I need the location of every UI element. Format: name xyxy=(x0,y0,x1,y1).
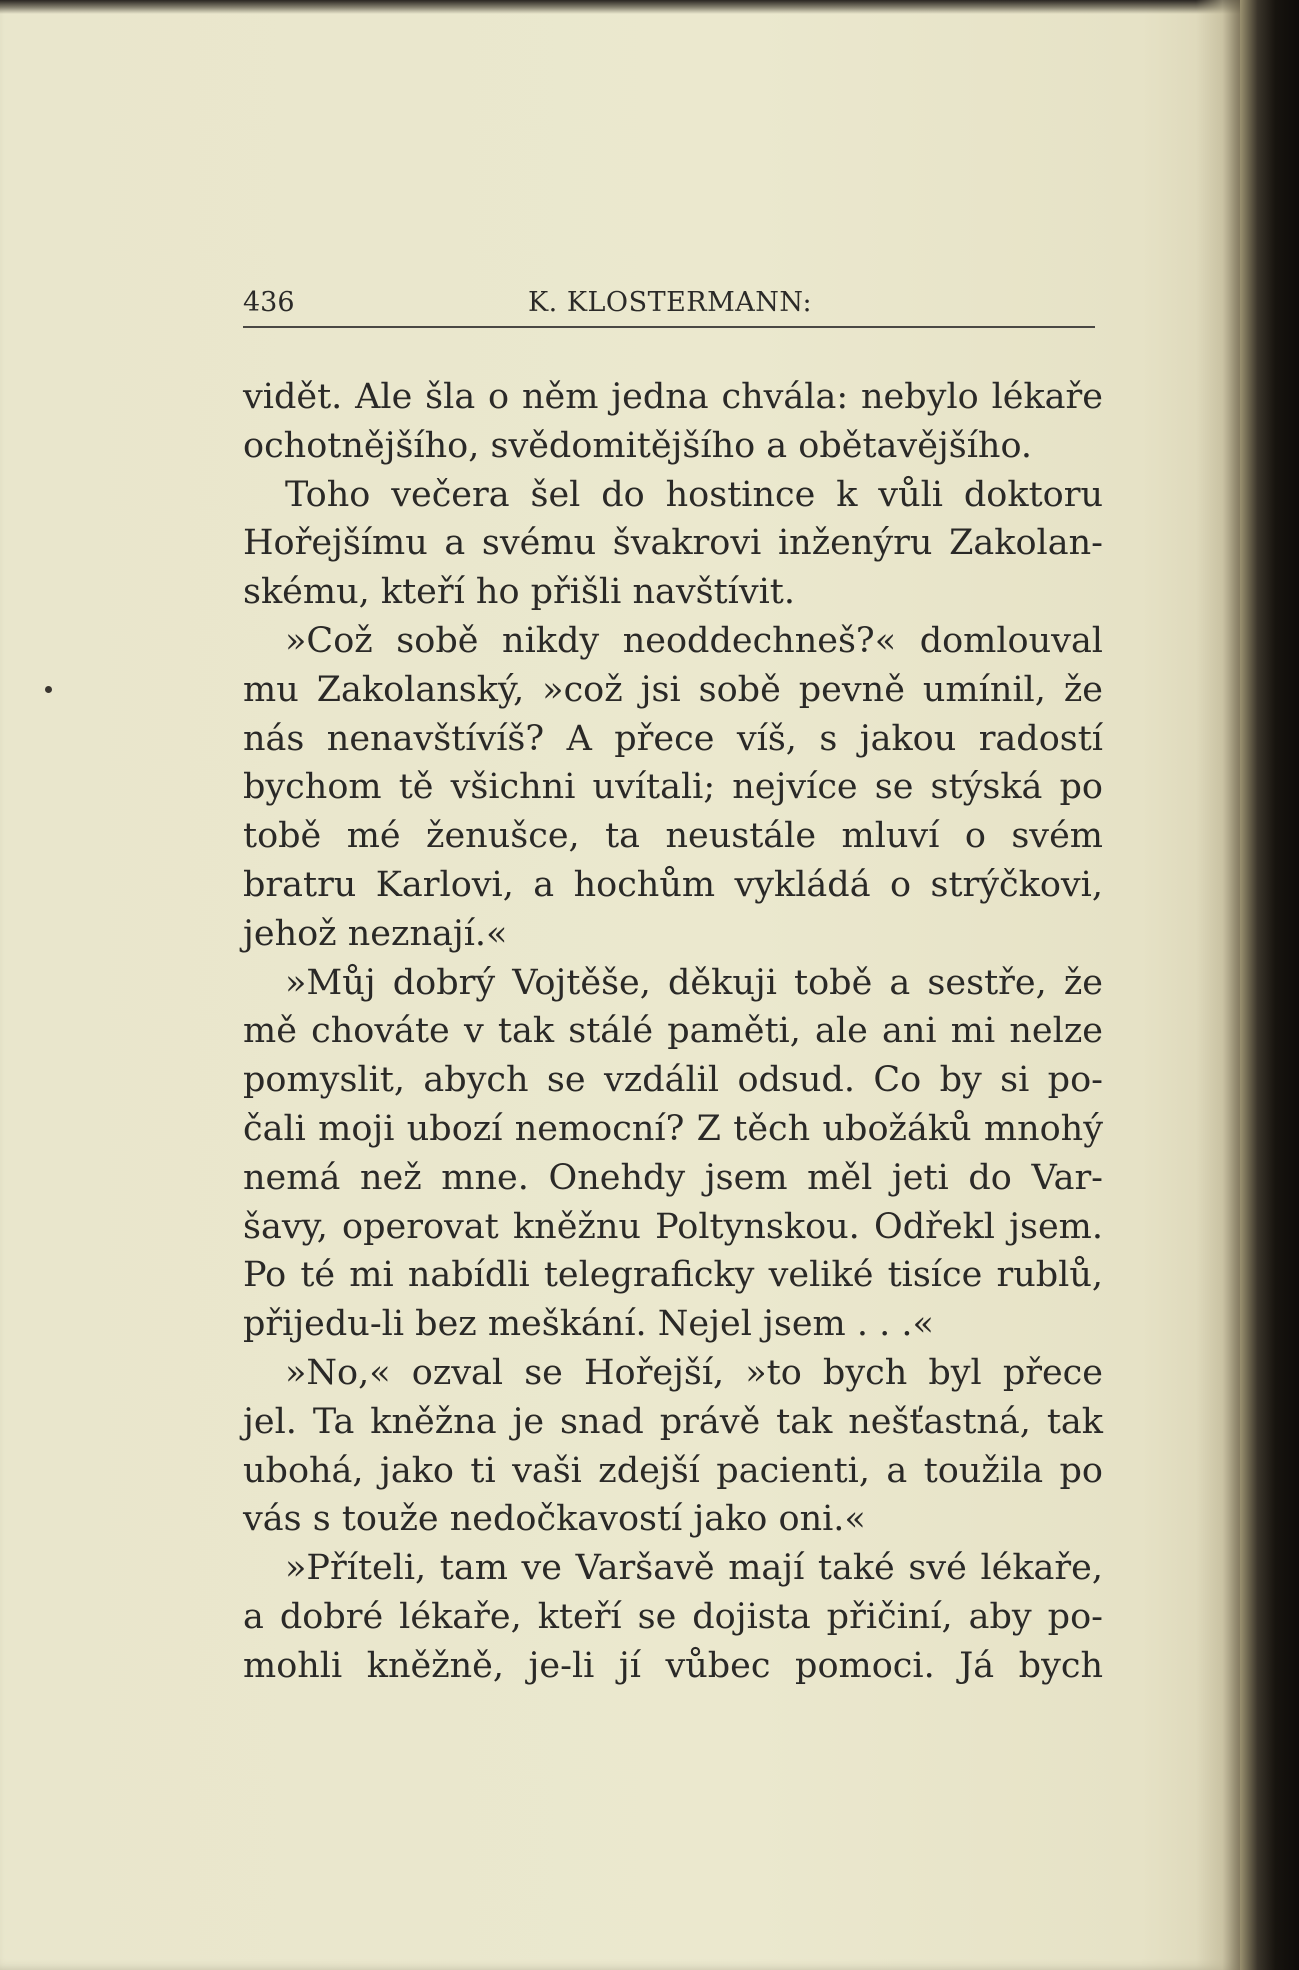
text-line: ochotnějšího, svědomitějšího a obětavějšího. xyxy=(243,425,1033,466)
book-spine xyxy=(1240,0,1299,1970)
text-line: ubohá, jako ti vaši zdejší pacienti, a toužila po xyxy=(243,1450,1103,1491)
text-line: skému, kteří ho přišli navštívit. xyxy=(243,572,796,613)
text-line: vidět. Ale šla o něm jedna chvála: nebylo lékaře xyxy=(243,377,1103,417)
text-line: bratru Karlovi, a hochům vykládá o strýčkovi, xyxy=(243,864,1103,905)
running-head: K. KLOSTERMANN: xyxy=(528,287,813,318)
body-text xyxy=(243,373,1103,1691)
margin-speck xyxy=(45,686,52,693)
page-top-edge xyxy=(0,0,1240,14)
page-header xyxy=(243,283,1095,323)
text-line: nemá než mne. Onehdy jsem měl jeti do Var- xyxy=(243,1157,1103,1198)
text-line: čali moji ubozí nemocní? Z těch ubožáků mnohý xyxy=(243,1108,1103,1149)
page-gutter-shadow xyxy=(1196,0,1240,1970)
text-line: Toho večera šel do hostince k vůli doktoru xyxy=(285,474,1103,515)
text-line: vás s touže nedočkavostí jako oni.« xyxy=(243,1499,866,1540)
text-line: »Což sobě nikdy neoddechneš?« domlouval xyxy=(285,620,1103,661)
text-line: Hořejšímu a svému švakrovi inženýru Zakolan- xyxy=(243,523,1103,564)
text-line: mohli kněžně, je-li jí vůbec pomoci. Já bych xyxy=(243,1645,1103,1686)
header-rule xyxy=(243,326,1095,328)
text-line: jehož neznají.« xyxy=(243,913,508,954)
text-line: a dobré lékaře, kteří se dojista přičiní, aby po- xyxy=(243,1596,1103,1637)
text-line: jel. Ta kněžna je snad právě tak nešťastná, tak xyxy=(243,1401,1103,1442)
text-line: šavy, operovat kněžnu Poltynskou. Odřekl jsem. xyxy=(243,1206,1103,1247)
text-line: »No,« ozval se Hořejší, »to bych byl přece xyxy=(285,1352,1103,1393)
text-line: »Příteli, tam ve Varšavě mají také své lékaře, xyxy=(285,1548,1103,1589)
text-line: přijedu-li bez meškání. Nejel jsem . . .« xyxy=(243,1304,934,1345)
text-line: bychom tě všichni uvítali; nejvíce se stýská po xyxy=(243,767,1103,808)
page-number: 436 xyxy=(243,287,295,318)
text-line: tobě mé ženušce, ta neustále mluví o svém xyxy=(243,816,1103,857)
text-line: nás nenavštívíš? A přece víš, s jakou radostí xyxy=(243,718,1103,759)
text-line: pomyslit, abych se vzdálil odsud. Co by si po- xyxy=(243,1060,1103,1101)
text-line: mu Zakolanský, »což jsi sobě pevně umínil, že xyxy=(243,669,1103,710)
text-line: mě chováte v tak stálé paměti, ale ani mi nelze xyxy=(243,1011,1103,1052)
text-line: Po té mi nabídli telegraficky veliké tisíce rublů, xyxy=(243,1255,1103,1296)
text-line: »Můj dobrý Vojtěše, děkuji tobě a sestře, že xyxy=(285,962,1103,1003)
